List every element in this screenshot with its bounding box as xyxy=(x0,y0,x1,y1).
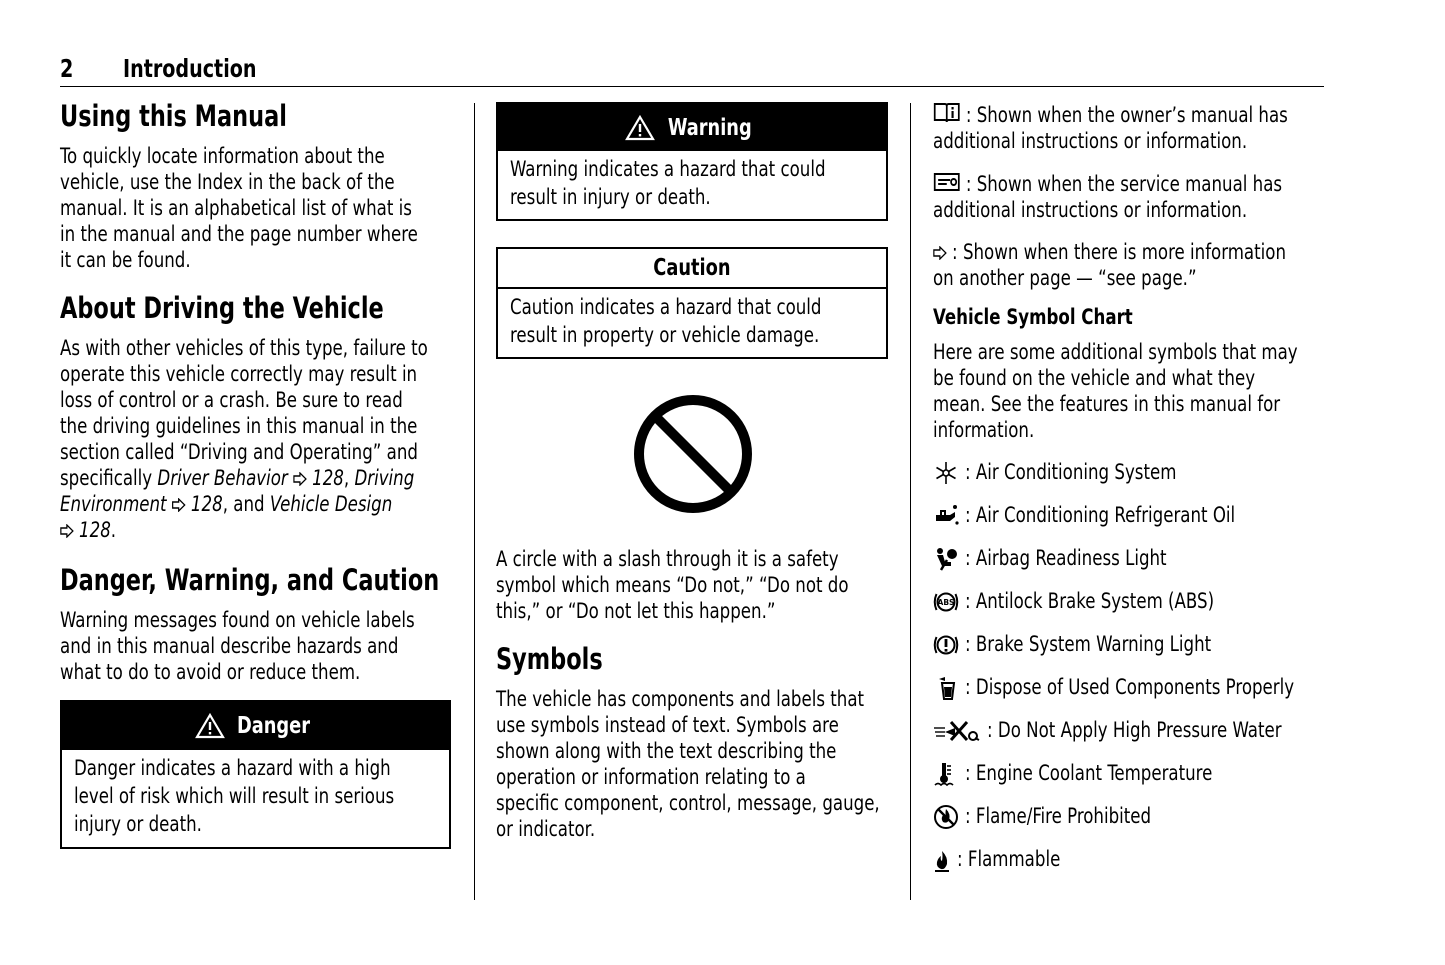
owners-manual-note: : Shown when the owner’s manual has additional instructions or information. xyxy=(933,103,1288,154)
danger-box xyxy=(60,700,451,849)
page-number: 2 xyxy=(60,54,74,83)
warning-triangle-icon xyxy=(195,713,225,739)
danger-box-header: Danger xyxy=(62,702,449,750)
snowflake-icon xyxy=(933,460,959,486)
symbol-list xyxy=(933,460,1325,873)
airbag-icon xyxy=(933,546,959,572)
section-title-using-manual: Using this Manual xyxy=(60,99,287,133)
column-left xyxy=(60,96,455,849)
symbol-item: : Flammable xyxy=(933,847,1325,873)
link-driver-behavior[interactable]: Driver Behavior xyxy=(157,466,288,491)
service-manual-icon xyxy=(933,171,961,193)
no-flame-icon xyxy=(933,804,959,830)
symbols-text: The vehicle has components and labels that use symbols instead of text. Symbols are shown along with the text describing the operation or information relating to a specific component, control, message, gauge, or indicator. xyxy=(496,687,880,842)
caution-box-header: Caution xyxy=(498,249,886,289)
caution-box xyxy=(496,247,888,359)
danger-box-body: Danger indicates a hazard with a high level of risk which will result in serious injury or death. xyxy=(74,756,395,837)
vehicle-symbol-chart-heading: Vehicle Symbol Chart xyxy=(933,305,1133,330)
symbol-item: : Dispose of Used Components Properly xyxy=(933,675,1325,701)
page-header xyxy=(60,54,1324,87)
owners-manual-book-icon xyxy=(933,102,961,124)
page-ref[interactable]: 128 xyxy=(79,518,111,543)
column-right xyxy=(933,96,1325,873)
brake-warning-icon xyxy=(933,632,959,658)
page-ref[interactable]: 128 xyxy=(312,466,344,491)
vehicle-symbol-chart-text: Here are some additional symbols that may be found on the vehicle and what they mean. See the features in this manual for information. xyxy=(933,340,1298,443)
prohibition-symbol-icon xyxy=(632,393,754,515)
symbol-item: : Do Not Apply High Pressure Water xyxy=(933,718,1325,744)
warning-box xyxy=(496,102,888,221)
abs-icon xyxy=(933,589,959,615)
see-page-arrow-icon xyxy=(293,472,307,486)
svg-text:ABS: ABS xyxy=(937,598,955,607)
symbol-item: : Engine Coolant Temperature xyxy=(933,761,1325,787)
service-manual-note: : Shown when the service manual has additional instructions or information. xyxy=(933,172,1283,223)
symbol-item: : Brake System Warning Light xyxy=(933,632,1325,658)
caution-box-body: Caution indicates a hazard that could result in property or vehicle damage. xyxy=(510,295,822,348)
warning-box-header: Warning xyxy=(498,104,886,151)
section-title-driving: About Driving the Vehicle xyxy=(60,291,384,325)
driving-text: As with other vehicles of this type, failure to operate this vehicle correctly may result in loss of control or a crash. Be sure to read the driving guidelines in this manual in the section called “Driving and Operating” and specifically Driver Behavior 128, Driving Environment 128, and Vehicle Design 128. xyxy=(60,336,428,543)
warning-box-body: Warning indicates a hazard that could result in injury or death. xyxy=(510,157,826,210)
column-divider xyxy=(910,103,911,900)
column-middle xyxy=(496,96,888,843)
warning-triangle-icon xyxy=(625,115,655,141)
dispose-icon xyxy=(933,675,959,701)
see-page-arrow-icon xyxy=(172,498,186,512)
see-page-arrow-icon xyxy=(60,524,74,538)
symbol-item: : Air Conditioning Refrigerant Oil xyxy=(933,503,1325,529)
link-driving-environment[interactable]: Driving xyxy=(354,466,415,491)
page-ref[interactable]: 128 xyxy=(190,492,223,517)
symbol-item: : Airbag Readiness Light xyxy=(933,546,1325,572)
danger-intro-text: Warning messages found on vehicle labels and in this manual describe hazards and what to do to avoid or reduce them. xyxy=(60,608,415,685)
symbol-item: ABS : Antilock Brake System (ABS) xyxy=(933,589,1325,615)
prohibition-symbol-area xyxy=(496,393,888,517)
column-divider xyxy=(474,103,475,900)
using-manual-text: To quickly locate information about the vehicle, use the Index in the back of the manual. It is an alphabetical list of what is in the manual and the page number where it can be found. xyxy=(60,144,418,273)
chapter-title: Introduction xyxy=(123,54,257,83)
symbol-item: : Flame/Fire Prohibited xyxy=(933,804,1325,830)
section-title-danger-warning-caution: Danger, Warning, and Caution xyxy=(60,563,440,597)
link-vehicle-design[interactable]: Vehicle Design xyxy=(269,492,393,517)
link-driving-environment-cont[interactable]: Environment xyxy=(60,492,167,517)
coolant-temp-icon xyxy=(933,761,959,787)
symbol-item: : Air Conditioning System xyxy=(933,460,1325,486)
no-pressure-water-icon xyxy=(933,718,981,744)
flammable-icon xyxy=(933,847,951,873)
section-title-symbols: Symbols xyxy=(496,642,603,676)
circle-slash-text: A circle with a slash through it is a safety symbol which means “Do not,” “Do not do this,” or “Do not let this happen.” xyxy=(496,547,849,624)
ac-oil-can-icon xyxy=(933,503,959,529)
see-page-note: : Shown when there is more information on another page — “see page.” xyxy=(933,240,1286,291)
see-page-arrow-icon xyxy=(933,246,947,260)
